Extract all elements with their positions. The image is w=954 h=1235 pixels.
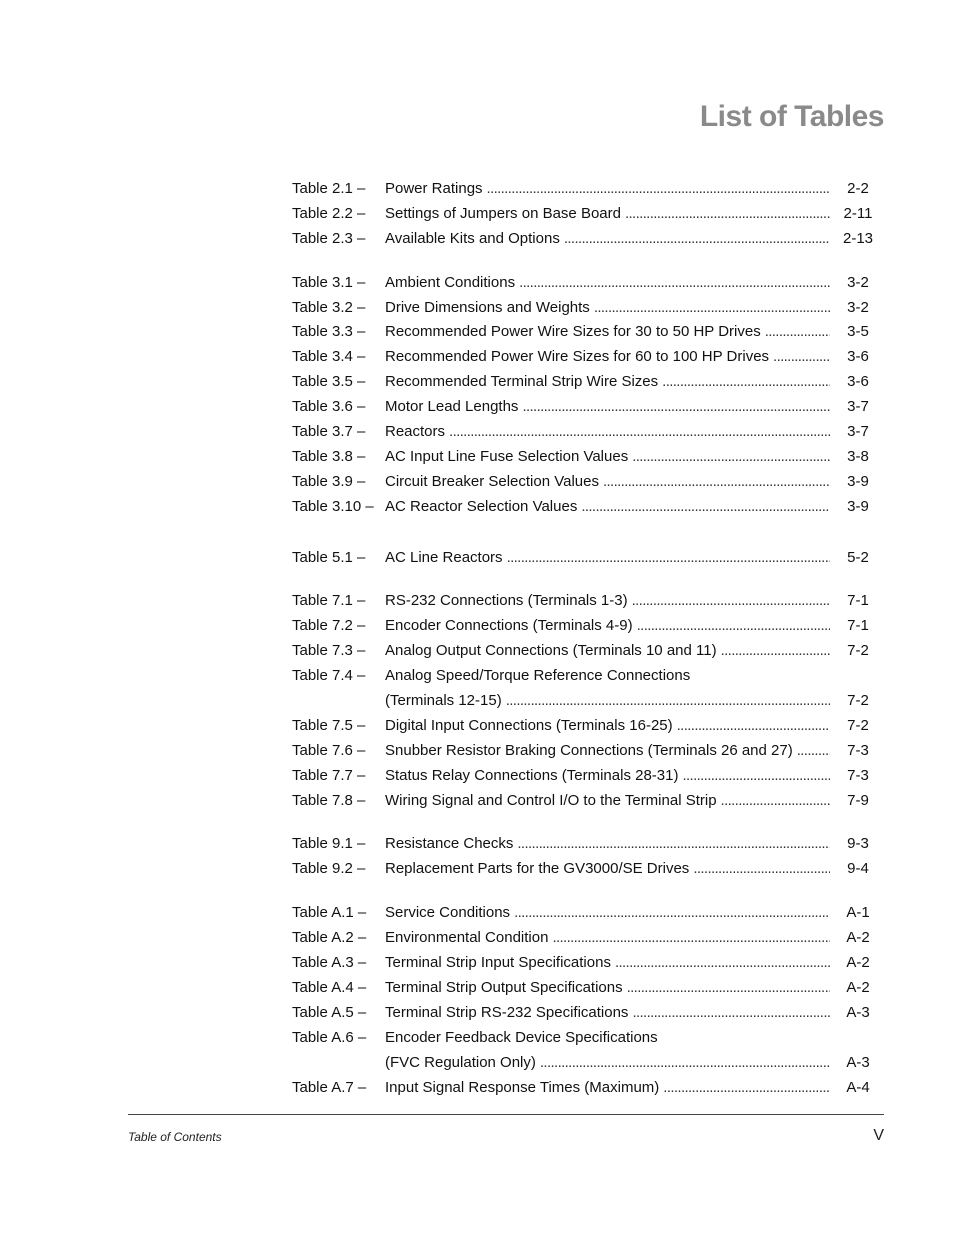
page-reference: A-2 <box>846 978 870 996</box>
table-number: Table 2.3 – <box>292 229 366 247</box>
dot-leader <box>581 495 830 520</box>
table-number: Table A.6 – <box>292 1028 367 1046</box>
table-number: Table 3.2 – <box>292 298 366 316</box>
toc-entry[interactable] <box>292 177 884 202</box>
page-reference: 3-6 <box>847 373 869 391</box>
dot-leader <box>682 764 830 789</box>
footer-page-number: V <box>873 1127 884 1144</box>
toc-entry[interactable] <box>292 296 884 321</box>
page-reference: 2-11 <box>843 204 873 222</box>
table-number: Table 2.1 – <box>292 180 366 197</box>
table-title: Snubber Resistor Braking Connections (Terminals 26 and 27) <box>385 741 793 759</box>
table-title: Ambient Conditions <box>385 273 516 291</box>
dot-leader <box>603 470 830 495</box>
page-reference: A-4 <box>846 1078 870 1096</box>
table-title-line: Analog Speed/Torque Reference Connections <box>385 667 691 685</box>
dot-leader <box>615 951 830 976</box>
page-reference: A-1 <box>846 904 870 922</box>
table-title: Terminal Strip Output Specifications <box>385 978 623 996</box>
toc-entry[interactable] <box>292 1001 884 1026</box>
toc-entry[interactable] <box>292 976 884 1001</box>
toc-entry[interactable] <box>292 926 884 951</box>
table-title: Drive Dimensions and Weights <box>385 298 590 316</box>
toc-entry[interactable] <box>292 420 884 445</box>
table-number: Table 7.1 – <box>292 592 366 610</box>
toc-entry[interactable] <box>292 395 884 420</box>
page-reference: 7-2 <box>847 642 869 660</box>
page-reference: 2-13 <box>842 229 874 247</box>
toc-entry[interactable] <box>292 445 884 470</box>
page-reference: 3-2 <box>847 273 869 291</box>
toc-entry[interactable] <box>292 320 884 345</box>
table-number: Table 9.2 – <box>292 860 366 878</box>
dot-leader <box>721 789 830 814</box>
page-reference: 7-1 <box>847 617 869 635</box>
table-title: (Terminals 12-15) <box>385 692 502 710</box>
table-title: Wiring Signal and Control I/O to the Terminal Strip <box>385 791 717 809</box>
toc-entry[interactable] <box>292 764 884 789</box>
toc-entry[interactable] <box>292 857 884 882</box>
table-number: Table 3.7 – <box>292 423 366 441</box>
table-title: AC Input Line Fuse Selection Values <box>385 447 629 465</box>
table-number: Table 3.4 – <box>292 348 366 366</box>
dot-leader <box>594 296 830 321</box>
dot-leader <box>721 639 830 664</box>
table-title: Power Ratings <box>385 180 483 197</box>
table-title: Encoder Connections (Terminals 4-9) <box>385 617 633 635</box>
page-reference: A-3 <box>846 1003 870 1021</box>
page-reference: 7-3 <box>847 741 869 759</box>
toc-group <box>292 546 884 571</box>
dot-leader <box>519 271 830 296</box>
dot-leader <box>522 395 830 420</box>
table-number: Table 3.1 – <box>292 273 366 291</box>
toc-entry[interactable] <box>292 546 884 571</box>
dot-leader <box>632 589 830 614</box>
dot-leader <box>662 370 830 395</box>
page-reference: 2-2 <box>847 180 869 197</box>
toc-entry[interactable] <box>292 639 884 664</box>
toc-entry[interactable] <box>292 614 884 639</box>
dot-leader <box>797 739 830 764</box>
dot-leader <box>564 227 830 252</box>
toc-entry[interactable] <box>292 664 884 714</box>
table-title: Resistance Checks <box>385 835 514 853</box>
dot-leader <box>765 320 830 345</box>
table-number: Table 7.6 – <box>292 741 366 759</box>
table-title: Terminal Strip Input Specifications <box>385 954 611 972</box>
toc-entry[interactable] <box>292 1026 884 1076</box>
toc-entry[interactable] <box>292 951 884 976</box>
table-title: Analog Output Connections (Terminals 10 and 11) <box>385 642 717 660</box>
page-reference: 3-5 <box>847 323 869 341</box>
table-number: Table 3.6 – <box>292 398 366 416</box>
toc-entry[interactable] <box>292 271 884 296</box>
dot-leader <box>487 177 830 202</box>
toc-entry[interactable] <box>292 901 884 926</box>
table-number: Table 3.9 – <box>292 472 366 490</box>
page-reference: 7-3 <box>847 766 869 784</box>
table-title: Available Kits and Options <box>385 229 560 247</box>
table-title: AC Reactor Selection Values <box>385 497 578 515</box>
table-title: (FVC Regulation Only) <box>385 1053 536 1071</box>
table-title: Motor Lead Lengths <box>385 398 519 416</box>
page-reference: 7-2 <box>847 716 869 734</box>
table-number: Table 5.1 – <box>292 548 366 566</box>
page-reference: A-2 <box>846 929 870 947</box>
toc-entry[interactable] <box>292 789 884 814</box>
toc-entry[interactable] <box>292 832 884 857</box>
table-number: Table 7.8 – <box>292 791 366 809</box>
dot-leader <box>627 976 830 1001</box>
table-number: Table A.7 – <box>292 1078 367 1096</box>
toc-entry[interactable] <box>292 227 884 252</box>
page-reference: 9-4 <box>847 860 869 878</box>
toc-entry[interactable] <box>292 714 884 739</box>
table-number: Table 7.5 – <box>292 716 366 734</box>
table-number: Table 7.7 – <box>292 766 366 784</box>
dot-leader <box>507 546 830 571</box>
toc-entry[interactable] <box>292 345 884 370</box>
table-title: Circuit Breaker Selection Values <box>385 472 599 490</box>
page-reference: 7-9 <box>847 791 869 809</box>
table-number: Table A.2 – <box>292 929 367 947</box>
page-reference: 9-3 <box>847 835 869 853</box>
toc-entry[interactable] <box>292 202 884 227</box>
table-title: Settings of Jumpers on Base Board <box>385 204 621 222</box>
table-title: Recommended Power Wire Sizes for 60 to 100 HP Drives <box>385 348 770 366</box>
table-title: Terminal Strip RS-232 Specifications <box>385 1003 629 1021</box>
page-reference: A-2 <box>846 954 870 972</box>
table-number: Table A.3 – <box>292 954 367 972</box>
dot-leader <box>552 926 830 951</box>
table-title: Recommended Terminal Strip Wire Sizes <box>385 373 659 391</box>
toc-group <box>292 832 884 882</box>
footer-divider <box>128 1114 884 1115</box>
dot-leader <box>540 1051 830 1076</box>
table-title-line: Encoder Feedback Device Specifications <box>385 1028 658 1046</box>
dot-leader <box>625 202 830 227</box>
toc-entry[interactable] <box>292 495 884 520</box>
table-number: Table 7.2 – <box>292 617 366 635</box>
page-title: List of Tables <box>699 100 884 133</box>
dot-leader <box>663 1076 830 1101</box>
table-title: RS-232 Connections (Terminals 1-3) <box>385 592 628 610</box>
table-number: Table 2.2 – <box>292 204 366 222</box>
toc-group <box>292 589 884 813</box>
toc-entry[interactable] <box>292 589 884 614</box>
table-number: Table A.5 – <box>292 1003 367 1021</box>
table-list <box>292 177 884 1119</box>
toc-group <box>292 177 884 252</box>
dot-leader <box>506 689 830 714</box>
dot-leader <box>449 420 830 445</box>
dot-leader <box>693 857 830 882</box>
toc-group <box>292 271 884 520</box>
table-number: Table 9.1 – <box>292 835 366 853</box>
dot-leader <box>517 832 830 857</box>
toc-entry[interactable] <box>292 370 884 395</box>
footer-section-label: Table of Contents <box>128 1130 222 1144</box>
toc-entry[interactable] <box>292 1076 884 1101</box>
table-number: Table 3.5 – <box>292 373 366 391</box>
page-reference: 7-2 <box>847 692 869 710</box>
page-reference: 7-1 <box>847 592 869 610</box>
table-title: Reactors <box>385 423 446 441</box>
table-title: Service Conditions <box>385 904 511 922</box>
page-reference: 3-9 <box>847 472 869 490</box>
page-reference: 5-2 <box>847 548 869 566</box>
dot-leader <box>514 901 830 926</box>
page-reference: 3-6 <box>847 348 869 366</box>
page-reference: 3-9 <box>847 497 869 515</box>
table-number: Table 3.8 – <box>292 447 366 465</box>
table-title: AC Line Reactors <box>385 548 503 566</box>
table-title: Status Relay Connections (Terminals 28-31) <box>385 766 679 784</box>
table-number: Table A.1 – <box>292 904 367 922</box>
dot-leader <box>773 345 830 370</box>
toc-group <box>292 901 884 1100</box>
dot-leader <box>632 445 830 470</box>
dot-leader <box>637 614 830 639</box>
table-title: Digital Input Connections (Terminals 16-25) <box>385 716 673 734</box>
page-reference: A-3 <box>846 1053 870 1071</box>
page-reference: 3-8 <box>847 447 869 465</box>
table-title: Environmental Condition <box>385 929 549 947</box>
table-number: Table 7.3 – <box>292 642 366 660</box>
dot-leader <box>632 1001 830 1026</box>
table-number: Table 3.10 – <box>292 497 374 515</box>
dot-leader <box>677 714 830 739</box>
page-reference: 3-7 <box>847 398 869 416</box>
toc-entry[interactable] <box>292 470 884 495</box>
toc-entry[interactable] <box>292 739 884 764</box>
table-number: Table A.4 – <box>292 978 367 996</box>
table-number: Table 3.3 – <box>292 323 366 341</box>
table-title: Input Signal Response Times (Maximum) <box>385 1078 660 1096</box>
page-reference: 3-2 <box>847 298 869 316</box>
table-title: Replacement Parts for the GV3000/SE Drives <box>385 860 690 878</box>
table-number: Table 7.4 – <box>292 667 366 685</box>
page-reference: 3-7 <box>847 423 869 441</box>
table-title: Recommended Power Wire Sizes for 30 to 50 HP Drives <box>385 323 761 341</box>
